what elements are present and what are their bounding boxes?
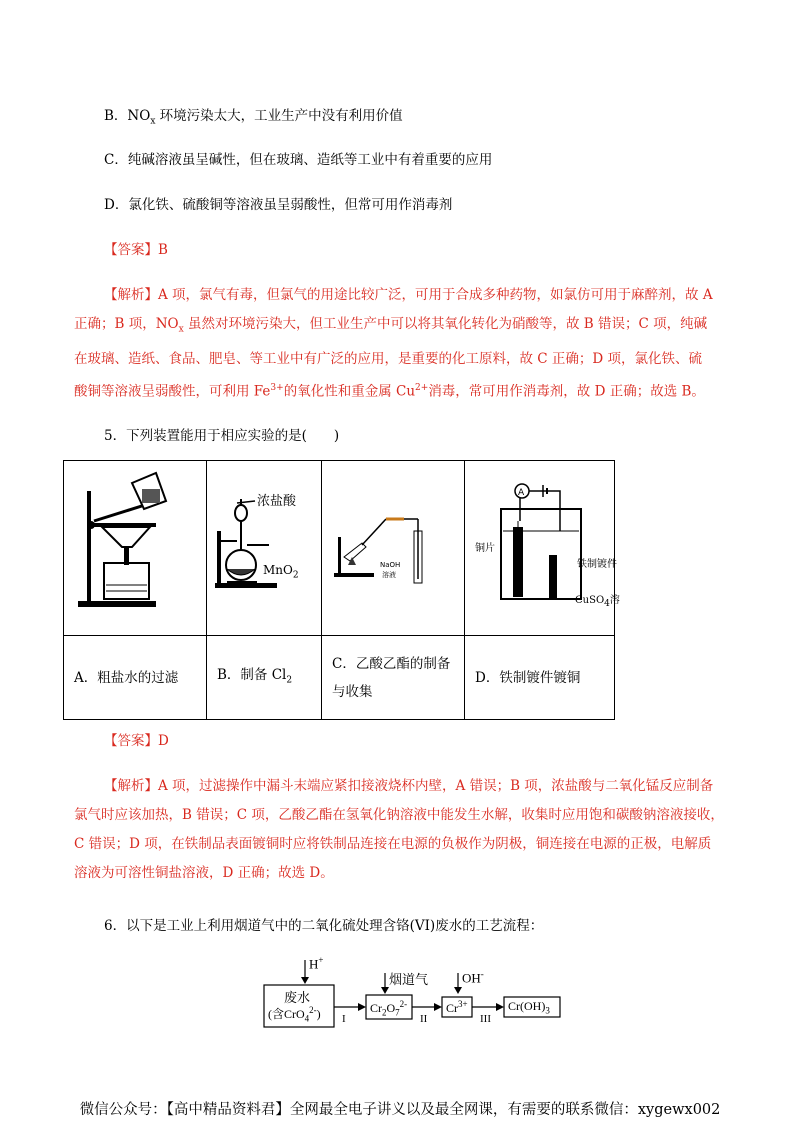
option-d: D．氯化铁、硫酸铜等溶液虽呈弱酸性，但常可用作消毒剂 bbox=[104, 197, 453, 213]
option-c: C．纯碱溶液虽呈碱性，但在玻璃、造纸等工业中有着重要的应用 bbox=[104, 152, 493, 168]
caption-b: B．制备 $Cl_2$ bbox=[207, 636, 322, 720]
step-2-label: II bbox=[420, 1013, 428, 1025]
box1-line2: (含CrO$_4^{2-}$) bbox=[268, 1005, 321, 1024]
q6-stem: 6．以下是工业上利用烟道气中的二氧化硫处理含铬(VI)废水的工艺流程： bbox=[104, 918, 544, 934]
q6-flowchart bbox=[260, 955, 570, 1035]
q5-analysis bbox=[74, 772, 730, 888]
q4-analysis-line4: 酸铜等溶液呈弱酸性，可利用 $Fe^{3+}$的氧化性和重金属 $Cu^{2+}$消毒，常可用作消毒剂，故 D 正确；故选 B。 bbox=[74, 382, 705, 400]
footer-watermark: 微信公众号：【高中精品资料君】全网最全电子讲义以及最全网课，有需要的联系微信：xygewx002 bbox=[79, 1102, 721, 1118]
q5-apparatus-table bbox=[63, 460, 620, 720]
filtration-apparatus-image bbox=[64, 461, 206, 635]
q4-answer: 【答案】B bbox=[104, 242, 168, 258]
q4-analysis-line3: 在玻璃、造纸、食品、肥皂、等工业中有广泛的应用，是重要的化工原料，故 C 正确；D 项，氯化铁、硫 bbox=[74, 350, 703, 367]
label-naoh: NaOH bbox=[380, 561, 401, 569]
reagent-flue-gas: 烟道气 bbox=[389, 972, 429, 987]
q4-analysis-line2: 正确；B 项，$NO_x$ 虽然对环境污染大，但工业生产中可以将其氧化转化为硝酸等，故 B 错误；C 项，纯碱 bbox=[74, 316, 708, 335]
box4-label: $Cr(OH)_3$ bbox=[508, 999, 550, 1016]
option-b: B．$NO_x$ 环境污染太大，工业生产中没有利用价值 bbox=[104, 108, 403, 127]
reagent-h-plus: H+ bbox=[309, 955, 324, 972]
label-conc-hcl: 浓盐酸 bbox=[257, 494, 297, 509]
label-solution: 溶液 bbox=[382, 571, 396, 579]
cell-apparatus-c bbox=[322, 461, 465, 636]
box1-line1: 废水 bbox=[284, 990, 311, 1005]
q5-stem: 5．下列装置能用于相应实验的是( ) bbox=[104, 428, 340, 444]
cell-apparatus-d bbox=[465, 461, 620, 636]
q4-analysis bbox=[74, 281, 730, 406]
q5-analysis-line2: 氯气时应该加热，B 错误；C 项，乙酸乙酯在氢氧化钠溶液中能发生水解，收集时应用饱和碳酸钠溶液接收， bbox=[74, 807, 724, 823]
caption-d: D．铁制镀件镀铜 bbox=[465, 636, 615, 720]
step-3-label: III bbox=[480, 1013, 491, 1025]
reagent-oh-minus: OH- bbox=[462, 969, 484, 986]
step-1-label: I bbox=[342, 1013, 346, 1025]
cell-apparatus-b bbox=[207, 461, 322, 636]
caption-a: A．粗盐水的过滤 bbox=[64, 636, 207, 720]
q5-analysis-line4: 溶液为可溶性铜盐溶液，D 正确；故选 D。 bbox=[74, 865, 334, 881]
box3-label: $Cr^{3+}$ bbox=[446, 999, 468, 1015]
q4-analysis-line1: 【解析】A 项，氯气有毒，但氯气的用途比较广泛，可用于合成多种药物，如氯仿可用于麻醉剂，故 A bbox=[104, 287, 713, 303]
caption-c: C．乙酸乙酯的制备 与收集 bbox=[322, 636, 465, 720]
label-cuso4: CuSO$_4$溶 bbox=[575, 595, 620, 609]
ester-preparation-image bbox=[322, 461, 464, 635]
cell-apparatus-a bbox=[64, 461, 207, 636]
label-mno2: MnO$_2$ bbox=[263, 563, 299, 581]
q5-analysis-line3: C 错误；D 项，在铁制品表面镀铜时应将铁制品连接在电源的负极作为阴极，铜连接在电源的正极，电解质 bbox=[74, 836, 712, 852]
label-ammeter: A bbox=[518, 488, 525, 498]
label-iron-part: 铁制镀件 bbox=[577, 559, 617, 570]
q5-answer: 【答案】D bbox=[104, 733, 169, 749]
label-copper: 铜片 bbox=[475, 543, 495, 554]
box2-label: $Cr_2O_7^{2-}$ bbox=[370, 999, 408, 1018]
q5-analysis-line1: 【解析】A 项，过滤操作中漏斗末端应紧扣接液烧杯内壁，A 错误；B 项，浓盐酸与二氧化锰反应制备 bbox=[104, 778, 714, 794]
chlorine-generator-image bbox=[207, 461, 321, 635]
